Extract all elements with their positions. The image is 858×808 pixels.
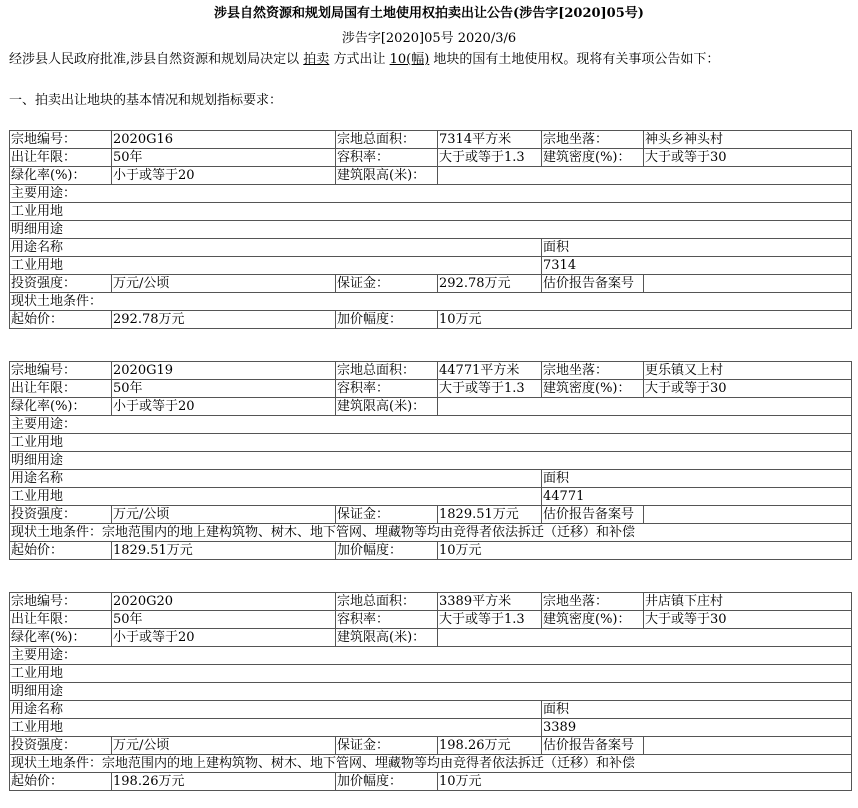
parcel-appraisal-no <box>644 737 852 755</box>
table-row <box>10 167 852 185</box>
label-increment: 加价幅度： <box>336 311 438 329</box>
parcel-term: 50年 <box>112 149 336 167</box>
label-deposit: 保证金： <box>336 737 438 755</box>
label-far: 容积率： <box>336 611 438 629</box>
table-row <box>10 452 852 470</box>
parcel-invest: 万元/公顷 <box>112 275 336 293</box>
parcel-deposit: 198.26万元 <box>438 737 542 755</box>
table-row <box>10 311 852 329</box>
parcel-id: 2020G16 <box>112 131 336 149</box>
label-detail-use: 明细用途 <box>10 683 852 701</box>
parcel-total-area: 3389平方米 <box>438 593 542 611</box>
label-detail-use: 明细用途 <box>10 221 852 239</box>
table-row <box>10 719 852 737</box>
main-use-value: 工业用地 <box>10 665 852 683</box>
table-row <box>10 362 852 380</box>
parcel-table <box>9 592 852 791</box>
intro-count: 10(幅) <box>389 52 430 67</box>
parcel-far: 大于或等于1.3 <box>438 149 542 167</box>
parcel-id: 2020G20 <box>112 593 336 611</box>
parcel-deposit: 1829.51万元 <box>438 506 542 524</box>
label-parcel-no: 宗地编号： <box>10 362 112 380</box>
table-row <box>10 773 852 791</box>
parcel-location: 神头乡神头村 <box>644 131 852 149</box>
parcel-invest: 万元/公顷 <box>112 737 336 755</box>
detail-use-value: 工业用地 <box>10 719 542 737</box>
intro-text-1: 经涉县人民政府批准,涉县自然资源和规划局决定以 <box>9 52 300 67</box>
parcel-area: 3389 <box>542 719 852 737</box>
table-row <box>10 488 852 506</box>
parcel-term: 50年 <box>112 380 336 398</box>
table-row <box>10 293 852 311</box>
label-invest: 投资强度： <box>10 275 112 293</box>
table-row <box>10 257 852 275</box>
table-row <box>10 683 852 701</box>
parcel-density: 大于或等于30 <box>644 611 852 629</box>
parcel-start-price: 292.78万元 <box>112 311 336 329</box>
label-parcel-no: 宗地编号： <box>10 593 112 611</box>
table-row <box>10 221 852 239</box>
label-height: 建筑限高(米)： <box>336 167 438 185</box>
parcel-area: 44771 <box>542 488 852 506</box>
parcel-area: 7314 <box>542 257 852 275</box>
table-row <box>10 434 852 452</box>
label-green: 绿化率(%)： <box>10 629 112 647</box>
label-density: 建筑密度(%)： <box>542 611 644 629</box>
label-location: 宗地坐落： <box>542 131 644 149</box>
parcel-total-area: 7314平方米 <box>438 131 542 149</box>
label-use-name: 用途名称 <box>10 239 542 257</box>
parcel-appraisal-no <box>644 275 852 293</box>
table-row <box>10 275 852 293</box>
parcel-total-area: 44771平方米 <box>438 362 542 380</box>
label-green: 绿化率(%)： <box>10 398 112 416</box>
table-row <box>10 737 852 755</box>
parcel-status <box>10 524 852 542</box>
document-number: 涉告字[2020]05号 2020/3/6 <box>341 31 517 46</box>
label-height: 建筑限高(米)： <box>336 629 438 647</box>
parcel-height <box>438 167 852 185</box>
parcel-status <box>10 755 852 773</box>
intro-text-2: 方式出让 <box>333 52 386 67</box>
status-value: 宗地范围内的地上建构筑物、树木、地下管网、埋藏物等均由竞得者依法拆迁（迁移）和补偿 <box>102 525 636 540</box>
main-use-value: 工业用地 <box>10 434 852 452</box>
parcel-location: 更乐镇又上村 <box>644 362 852 380</box>
parcel-deposit: 292.78万元 <box>438 275 542 293</box>
section-heading: 一、拍卖出让地块的基本情况和规划指标要求： <box>9 93 283 108</box>
label-parcel-no: 宗地编号： <box>10 131 112 149</box>
parcel-table <box>9 361 852 560</box>
label-area: 面积 <box>542 470 852 488</box>
parcel-green: 小于或等于20 <box>112 398 336 416</box>
intro-paragraph <box>9 51 854 69</box>
table-row <box>10 470 852 488</box>
label-start-price: 起始价： <box>10 542 112 560</box>
table-row <box>10 542 852 560</box>
label-total-area: 宗地总面积： <box>336 362 438 380</box>
label-start-price: 起始价： <box>10 773 112 791</box>
table-row <box>10 416 852 434</box>
parcel-green: 小于或等于20 <box>112 167 336 185</box>
label-density: 建筑密度(%)： <box>542 380 644 398</box>
label-deposit: 保证金： <box>336 275 438 293</box>
parcel-density: 大于或等于30 <box>644 149 852 167</box>
parcel-green: 小于或等于20 <box>112 629 336 647</box>
parcel-increment: 10万元 <box>438 542 852 560</box>
table-row <box>10 629 852 647</box>
status-label: 现状土地条件： <box>11 525 103 540</box>
label-invest: 投资强度： <box>10 737 112 755</box>
parcel-appraisal-no <box>644 506 852 524</box>
page-title: 涉县自然资源和规划局国有土地使用权拍卖出让公告(涉告字[2020]05号) <box>214 6 644 21</box>
intro-text-3: 地块的国有土地使用权。现将有关事项公告如下： <box>433 52 720 67</box>
table-row <box>10 611 852 629</box>
label-start-price: 起始价： <box>10 311 112 329</box>
label-invest: 投资强度： <box>10 506 112 524</box>
table-row <box>10 149 852 167</box>
label-total-area: 宗地总面积： <box>336 131 438 149</box>
parcel-far: 大于或等于1.3 <box>438 611 542 629</box>
intro-method: 拍卖 <box>303 52 330 67</box>
status-value: 宗地范围内的地上建构筑物、树木、地下管网、埋藏物等均由竞得者依法拆迁（迁移）和补偿 <box>102 756 636 771</box>
parcel-density: 大于或等于30 <box>644 380 852 398</box>
parcel-invest: 万元/公顷 <box>112 506 336 524</box>
table-row <box>10 131 852 149</box>
table-row <box>10 524 852 542</box>
parcel-id: 2020G19 <box>112 362 336 380</box>
parcel-term: 50年 <box>112 611 336 629</box>
label-main-use: 主要用途： <box>10 647 852 665</box>
label-use-name: 用途名称 <box>10 701 542 719</box>
parcel-increment: 10万元 <box>438 311 852 329</box>
label-increment: 加价幅度： <box>336 542 438 560</box>
parcel-far: 大于或等于1.3 <box>438 380 542 398</box>
label-main-use: 主要用途： <box>10 416 852 434</box>
label-area: 面积 <box>542 701 852 719</box>
table-row <box>10 398 852 416</box>
label-deposit: 保证金： <box>336 506 438 524</box>
label-term: 出让年限： <box>10 149 112 167</box>
table-row <box>10 593 852 611</box>
status-label: 现状土地条件： <box>11 756 103 771</box>
label-detail-use: 明细用途 <box>10 452 852 470</box>
table-row <box>10 239 852 257</box>
label-green: 绿化率(%)： <box>10 167 112 185</box>
label-location: 宗地坐落： <box>542 593 644 611</box>
label-location: 宗地坐落： <box>542 362 644 380</box>
parcel-start-price: 198.26万元 <box>112 773 336 791</box>
table-row <box>10 755 852 773</box>
label-total-area: 宗地总面积： <box>336 593 438 611</box>
label-term: 出让年限： <box>10 611 112 629</box>
table-row <box>10 203 852 221</box>
parcel-location: 井店镇下庄村 <box>644 593 852 611</box>
parcel-table <box>9 130 852 329</box>
label-main-use: 主要用途： <box>10 185 852 203</box>
parcel-status <box>10 293 852 311</box>
label-appraisal: 估价报告备案号 <box>542 737 644 755</box>
table-row <box>10 380 852 398</box>
label-appraisal: 估价报告备案号 <box>542 275 644 293</box>
label-density: 建筑密度(%)： <box>542 149 644 167</box>
parcel-start-price: 1829.51万元 <box>112 542 336 560</box>
parcel-increment: 10万元 <box>438 773 852 791</box>
detail-use-value: 工业用地 <box>10 257 542 275</box>
parcel-height <box>438 629 852 647</box>
label-far: 容积率： <box>336 149 438 167</box>
label-use-name: 用途名称 <box>10 470 542 488</box>
label-term: 出让年限： <box>10 380 112 398</box>
label-increment: 加价幅度： <box>336 773 438 791</box>
main-use-value: 工业用地 <box>10 203 852 221</box>
label-area: 面积 <box>542 239 852 257</box>
table-row <box>10 665 852 683</box>
label-height: 建筑限高(米)： <box>336 398 438 416</box>
label-far: 容积率： <box>336 380 438 398</box>
label-appraisal: 估价报告备案号 <box>542 506 644 524</box>
table-row <box>10 185 852 203</box>
table-row <box>10 506 852 524</box>
parcel-height <box>438 398 852 416</box>
table-row <box>10 647 852 665</box>
table-row <box>10 701 852 719</box>
status-label: 现状土地条件： <box>11 294 103 309</box>
detail-use-value: 工业用地 <box>10 488 542 506</box>
